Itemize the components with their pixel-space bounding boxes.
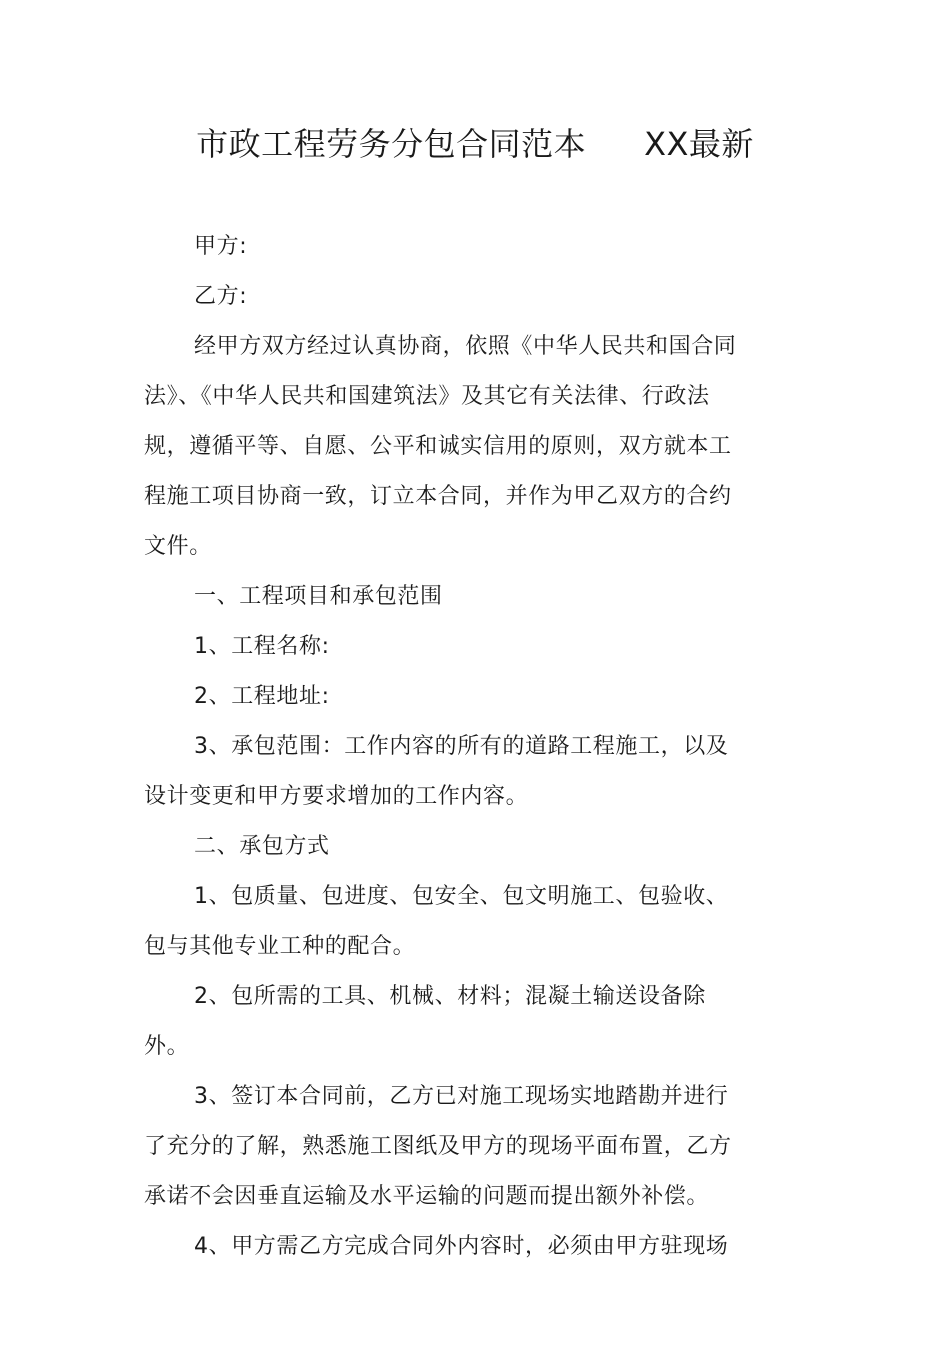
- title-main: 市政工程劳务分包合同范本: [196, 125, 587, 163]
- preamble-paragraph: 经甲方双方经过认真协商，依照《中华人民共和国合同法》、《中华人民共和国建筑法》及其它有关法律、行政法规，遵循平等、自愿、公平和诚实信用的原则，双方就本工程施工项目协商一致，订立本合同，并作为甲乙双方的合约文件。: [144, 334, 737, 559]
- document-body: [144, 222, 744, 1272]
- title-suffix: XX最新: [644, 125, 754, 163]
- party-b-line: 乙方:: [194, 284, 248, 309]
- clause-contract-mode-4: 4、甲方需乙方完成合同外内容时，必须由甲方驻现场: [194, 1234, 729, 1259]
- clause-contract-mode-3: 3、签订本合同前，乙方已对施工现场实地踏勘并进行了充分的了解，熟悉施工图纸及甲方的现场平面布置，乙方承诺不会因垂直运输及水平运输的问题而提出额外补偿。: [144, 1084, 732, 1209]
- clause-contract-scope: 3、承包范围：工作内容的所有的道路工程施工，以及设计变更和甲方要求增加的工作内容。: [144, 734, 729, 809]
- clause-contract-mode-1: 1、包质量、包进度、包安全、包文明施工、包验收、包与其他专业工种的配合。: [144, 884, 729, 959]
- clause-project-address: 2、工程地址:: [194, 684, 330, 709]
- party-a-line: 甲方:: [194, 234, 248, 259]
- document-title: [0, 122, 950, 166]
- clause-project-name: 1、工程名称:: [194, 634, 330, 659]
- clause-contract-mode-2: 2、包所需的工具、机械、材料；混凝土输送设备除外。: [144, 984, 706, 1059]
- section-heading-1: 一、工程项目和承包范围: [194, 584, 443, 609]
- section-heading-2: 二、承包方式: [194, 834, 330, 859]
